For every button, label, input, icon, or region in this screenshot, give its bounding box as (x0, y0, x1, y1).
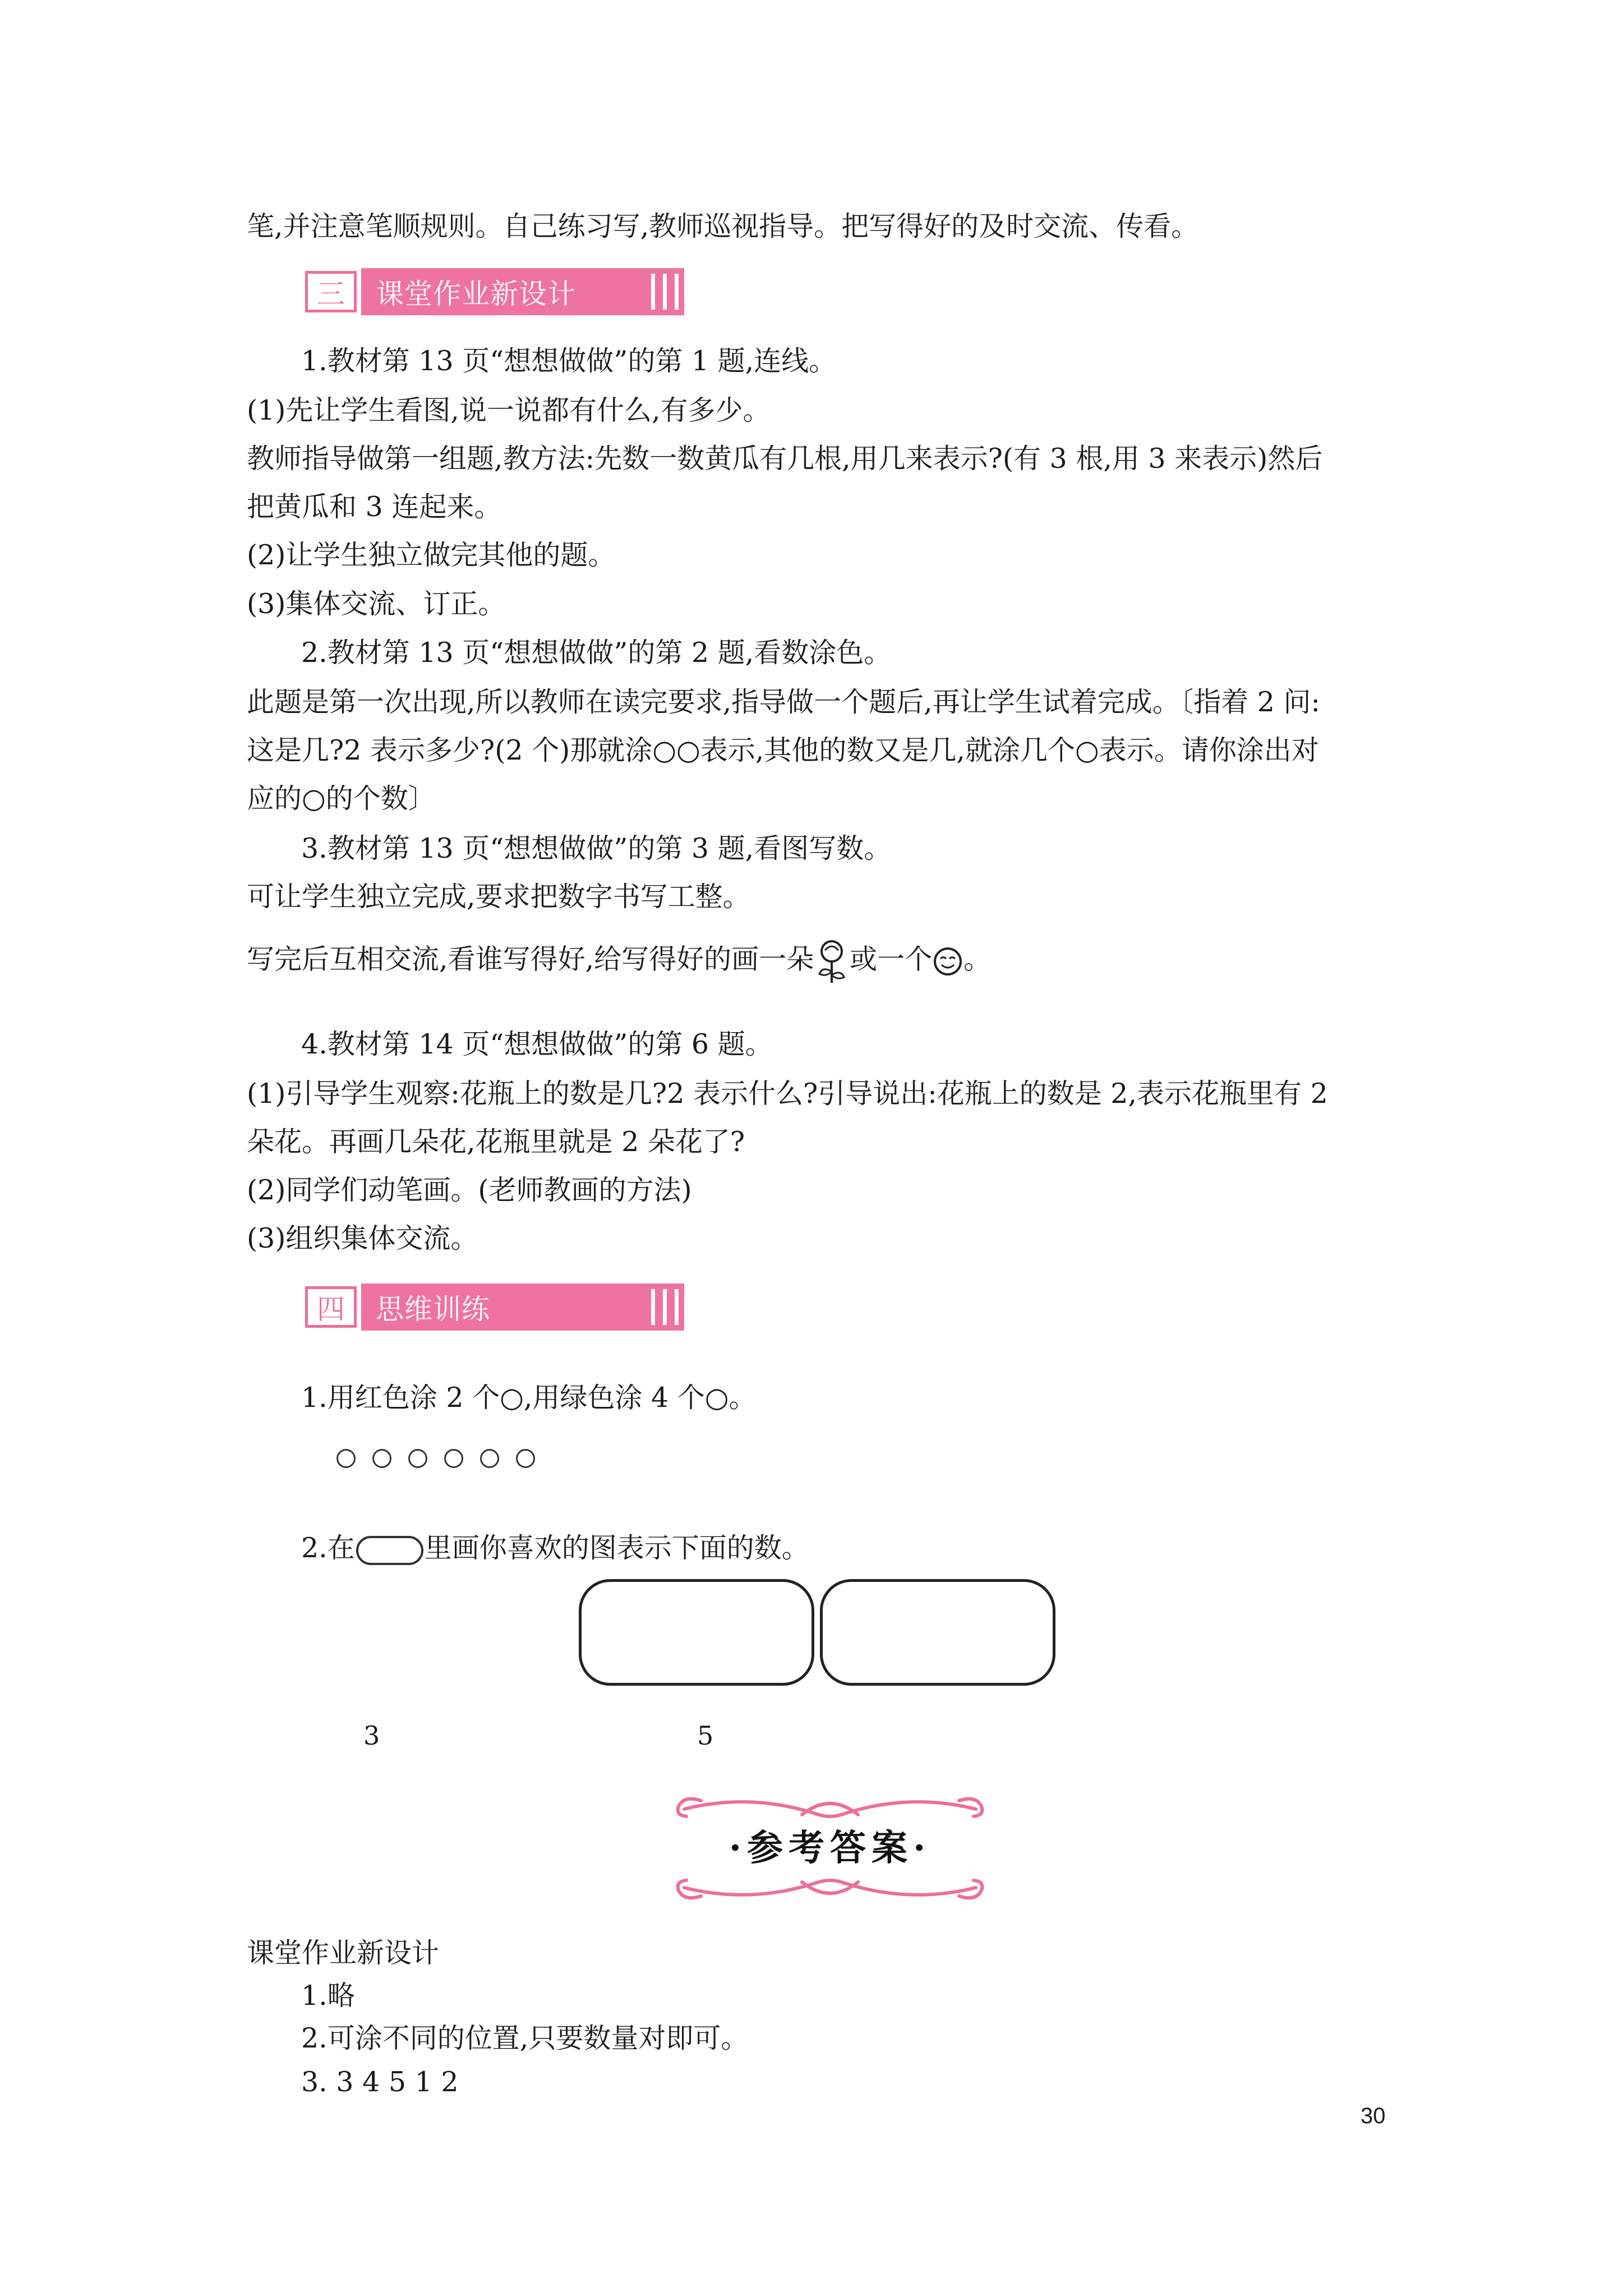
question-line: 1.用红色涂 2 个○,用绿色涂 4 个○。 (301, 1382, 757, 1414)
page-number: 30 (1361, 2104, 1386, 2128)
paragraph-line: 可让学生独立完成,要求把数字书写工整。 (247, 881, 750, 913)
paragraph-line: (3)组织集体交流。 (247, 1222, 478, 1254)
text-fragment: 里画你喜欢的图表示下面的数。 (424, 1532, 809, 1564)
paragraph-line: 此题是第一次出现,所以教师在读完要求,指导做一个题后,再让学生试着完成。〔指着 2 问: (247, 686, 1321, 718)
text-fragment: 或一个 (850, 943, 933, 976)
circle-icon (408, 1449, 427, 1468)
question-line: 4.教材第 14 页“想想做做”的第 6 题。 (301, 1028, 773, 1060)
section-banner-3 (303, 268, 684, 315)
drawing-box (579, 1579, 814, 1686)
paragraph-line: 把黄瓜和 3 连起来。 (247, 491, 502, 523)
answer-heading: 课堂作业新设计 (247, 1937, 440, 1969)
paragraph-line: (2)让学生独立做完其他的题。 (247, 539, 616, 571)
number-label: 3 (363, 1720, 380, 1751)
answer-line: 1.略 (301, 1980, 355, 2012)
section-number: 四 (305, 1286, 357, 1328)
circle-row (336, 1449, 552, 1468)
drawing-box (820, 1579, 1055, 1686)
circle-icon (444, 1449, 463, 1468)
circle-icon (372, 1449, 391, 1468)
rounded-box-icon (356, 1536, 423, 1565)
smiley-icon (932, 946, 963, 977)
section-number: 三 (305, 271, 357, 312)
section-title: 思维训练 (376, 1293, 490, 1326)
answer-line: 2.可涂不同的位置,只要数量对即可。 (301, 2022, 749, 2054)
question-line (301, 1530, 809, 1566)
section-title: 课堂作业新设计 (376, 278, 576, 310)
circle-icon (516, 1449, 535, 1468)
number-label: 5 (697, 1720, 714, 1751)
text-fragment: 。 (963, 943, 992, 976)
paragraph-line: 笔,并注意笔顺规则。自己练习写,教师巡视指导。把写得好的及时交流、传看。 (247, 210, 1199, 242)
answer-banner (662, 1781, 998, 1916)
paragraph-line: 教师指导做第一组题,教方法:先数一数黄瓜有几根,用几来表示?(有 3 根,用 3 来表示)然后 (247, 443, 1323, 475)
answer-line: 3. 3 4 5 1 2 (301, 2066, 459, 2098)
paragraph-line: (2)同学们动笔画。(老师教画的方法) (247, 1174, 692, 1206)
section-banner-4 (303, 1283, 684, 1331)
paragraph-line: (1)先让学生看图,说一说都有什么,有多少。 (247, 394, 771, 426)
paragraph-line: 应的○的个数〕 (247, 783, 436, 815)
paragraph-line (247, 938, 991, 985)
decorative-stripes (643, 274, 679, 310)
question-line: 2.教材第 13 页“想想做做”的第 2 题,看数涂色。 (301, 637, 892, 669)
flower-icon (814, 938, 850, 985)
question-line: 3.教材第 13 页“想想做做”的第 3 题,看图写数。 (301, 832, 892, 864)
paragraph-line: (3)集体交流、订正。 (247, 588, 506, 620)
question-line: 1.教材第 13 页“想想做做”的第 1 题,连线。 (301, 345, 837, 377)
circle-icon (336, 1449, 356, 1468)
section-title-bar (361, 268, 684, 315)
paragraph-line: (1)引导学生观察:花瓶上的数是几?2 表示什么?引导说出:花瓶上的数是 2,表示花瓶里有 2 (247, 1078, 1328, 1110)
answer-banner-title: ·参考答案· (728, 1827, 932, 1869)
text-fragment: 写完后互相交流,看谁写得好,给写得好的画一朵 (247, 943, 814, 976)
decorative-stripes (643, 1289, 679, 1325)
text-fragment: 2.在 (301, 1532, 355, 1564)
paragraph-line: 这是几?2 表示多少?(2 个)那就涂○○表示,其他的数又是几,就涂几个○表示。请你涂出对 (247, 734, 1319, 766)
circle-icon (480, 1449, 499, 1468)
section-title-bar (361, 1283, 684, 1331)
paragraph-line: 朵花。再画几朵花,花瓶里就是 2 朵花了? (247, 1126, 745, 1158)
